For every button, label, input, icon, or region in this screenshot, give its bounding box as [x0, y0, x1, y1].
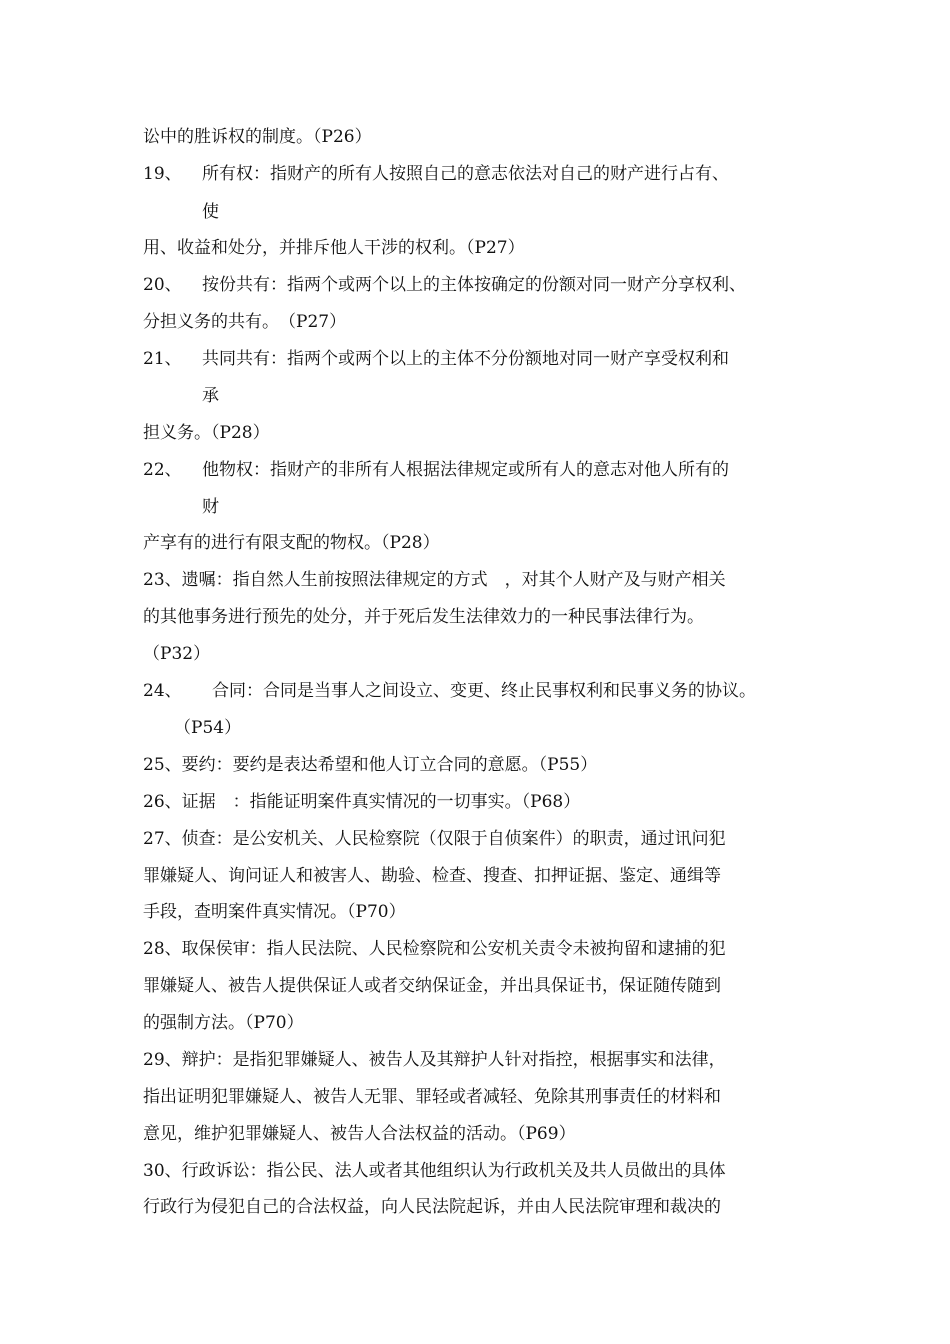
item-number: 20、	[143, 275, 182, 295]
text-line: 讼中的胜诉权的制度。（P26）	[143, 127, 372, 147]
text-line: 共同共有：指两个或两个以上的主体不分份额地对同一财产享受权利和	[202, 349, 729, 369]
text-line: 承	[202, 386, 219, 406]
text-line: 29、辩护：是指犯罪嫌疑人、被告人及其辩护人针对指控，根据事实和法律，	[143, 1050, 726, 1070]
text-line: 27、侦查：是公安机关、人民检察院（仅限于自侦案件）的职责，通过讯问犯	[143, 829, 726, 849]
text-line: （P54）	[174, 718, 242, 738]
text-line: （P32）	[143, 644, 211, 664]
text-line: 合同：合同是当事人之间设立、变更、终止民事权利和民事义务的协议。	[212, 681, 756, 701]
item-number: 22、	[143, 460, 182, 480]
text-line: 26、证据 ：指能证明案件真实情况的一切事实。（P68）	[143, 792, 581, 812]
text-line: 分担义务的共有。 （P27）	[143, 312, 347, 332]
text-line: 用、收益和处分，并排斥他人干涉的权利。（P27）	[143, 238, 525, 258]
text-line: 23、遗嘱：指自然人生前按照法律规定的方式 ，对其个人财产及与财产相关	[143, 570, 726, 590]
text-line: 28、取保侯审：指人民法院、人民检察院和公安机关责令未被拘留和逮捕的犯	[143, 939, 726, 959]
text-line: 手段，查明案件真实情况。（P70）	[143, 902, 406, 922]
text-line: 意见，维护犯罪嫌疑人、被告人合法权益的活动。（P69）	[143, 1124, 576, 1144]
text-line: 罪嫌疑人、询问证人和被害人、勘验、检查、搜查、扣押证据、鉴定、通缉等	[143, 866, 721, 886]
text-line: 指出证明犯罪嫌疑人、被告人无罪、罪轻或者减轻、免除其刑事责任的材料和	[143, 1087, 721, 1107]
text-line: 担义务。（P28）	[143, 423, 270, 443]
text-line: 所有权：指财产的所有人按照自己的意志依法对自己的财产进行占有、	[202, 164, 729, 184]
text-line: 罪嫌疑人、被告人提供保证人或者交纳保证金，并出具保证书，保证随传随到	[143, 976, 721, 996]
item-number: 24、	[143, 681, 182, 701]
text-line: 的强制方法。（P70）	[143, 1013, 304, 1033]
text-line: 30、行政诉讼：指公民、法人或者其他组织认为行政机关及共人员做出的具体	[143, 1161, 726, 1181]
text-line: 行政行为侵犯自己的合法权益，向人民法院起诉，并由人民法院审理和裁决的	[143, 1197, 721, 1217]
text-line: 25、要约：要约是表达希望和他人订立合同的意愿。（P55）	[143, 755, 598, 775]
item-number: 19、	[143, 164, 182, 184]
text-line: 使	[202, 202, 219, 222]
item-number: 21、	[143, 349, 182, 369]
text-line: 产享有的进行有限支配的物权。（P28）	[143, 533, 440, 553]
text-line: 的其他事务进行预先的处分，并于死后发生法律效力的一种民事法律行为。	[143, 607, 704, 627]
text-line: 按份共有：指两个或两个以上的主体按确定的份额对同一财产分享权利、	[202, 275, 746, 295]
text-line: 财	[202, 497, 219, 517]
text-line: 他物权：指财产的非所有人根据法律规定或所有人的意志对他人所有的	[202, 460, 729, 480]
